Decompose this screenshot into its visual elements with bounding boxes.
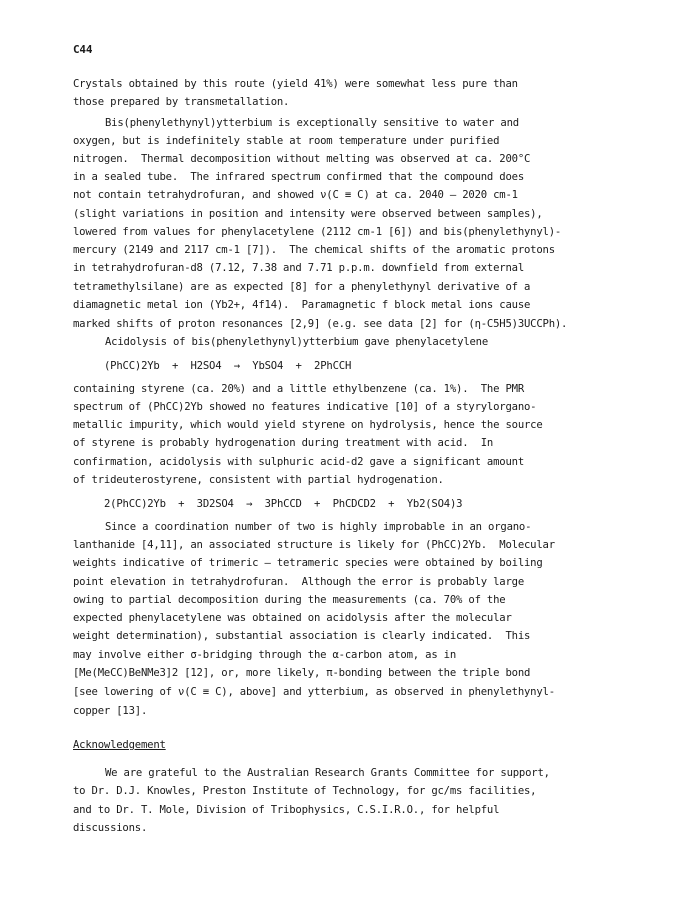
text-line: marked shifts of proton resonances [2,9] (e.g. see data [2] for (η-C5H5)3UCCPh). xyxy=(73,318,568,330)
acknowledgement-line: to Dr. D.J. Knowles, Preston Institute of Technology, for gc/ms facilities, xyxy=(73,785,537,797)
text-line: [see lowering of ν(C ≡ C), above] and ytterbium, as observed in phenylethynyl- xyxy=(73,686,555,698)
equation-1: (PhCC)2Yb + H2SO4 → YbSO4 + 2PhCCH xyxy=(104,360,352,372)
text-line: not contain tetrahydrofuran, and showed ν(C ≡ C) at ca. 2040 – 2020 cm-1 xyxy=(73,189,518,201)
equation-2: 2(PhCC)2Yb + 3D2SO4 → 3PhCCD + PhCDCD2 + Yb2(SO4)3 xyxy=(104,498,463,510)
text-line: in a sealed tube. The infrared spectrum confirmed that the compound does xyxy=(73,171,524,183)
text-line: [Me(MeCC)BeNMe3]2 [12], or, more likely, π-bonding between the triple bond xyxy=(73,667,531,679)
text-line: in tetrahydrofuran-d8 (7.12, 7.38 and 7.71 p.p.m. downfield from external xyxy=(73,262,524,274)
text-line: Bis(phenylethynyl)ytterbium is exceptionally sensitive to water and xyxy=(105,117,519,129)
text-line: weights indicative of trimeric — tetrameric species were obtained by boiling xyxy=(73,557,543,569)
text-line: (slight variations in position and intensity were observed between samples), xyxy=(73,208,543,220)
text-line: those prepared by transmetallation. xyxy=(73,96,290,108)
text-line: copper [13]. xyxy=(73,705,148,717)
acknowledgement-line: and to Dr. T. Mole, Division of Tribophysics, C.S.I.R.O., for helpful xyxy=(73,804,500,816)
text-line: metallic impurity, which would yield styrene on hydrolysis, hence the source xyxy=(73,419,543,431)
text-line: lanthanide [4,11], an associated structure is likely for (PhCC)2Yb. Molecular xyxy=(73,539,555,551)
text-line: owing to partial decomposition during the measurements (ca. 70% of the xyxy=(73,594,506,606)
acknowledgement-heading: Acknowledgement xyxy=(73,739,166,751)
text-line: Acidolysis of bis(phenylethynyl)ytterbium gave phenylacetylene xyxy=(105,336,489,348)
acknowledgement-line: discussions. xyxy=(73,822,148,834)
text-line: containing styrene (ca. 20%) and a little ethylbenzene (ca. 1%). The PMR xyxy=(73,383,524,395)
text-line: may involve either σ-bridging through the α-carbon atom, as in xyxy=(73,649,457,661)
text-line: oxygen, but is indefinitely stable at room temperature under purified xyxy=(73,135,500,147)
text-line: expected phenylacetylene was obtained on acidolysis after the molecular xyxy=(73,612,512,624)
text-line: weight determination), substantial association is clearly indicated. This xyxy=(73,630,531,642)
text-line: lowered from values for phenylacetylene (2112 cm-1 [6]) and bis(phenylethynyl)- xyxy=(73,226,562,238)
text-line: diamagnetic metal ion (Yb2+, 4f14). Paramagnetic f block metal ions cause xyxy=(73,299,531,311)
text-line: mercury (2149 and 2117 cm-1 [7]). The chemical shifts of the aromatic protons xyxy=(73,244,555,256)
text-line: spectrum of (PhCC)2Yb showed no features indicative [10] of a styrylorgano- xyxy=(73,401,537,413)
text-line: Crystals obtained by this route (yield 41%) were somewhat less pure than xyxy=(73,78,518,90)
text-line: of trideuterostyrene, consistent with partial hydrogenation. xyxy=(73,474,444,486)
text-line: confirmation, acidolysis with sulphuric acid-d2 gave a significant amount xyxy=(73,456,524,468)
text-line: of styrene is probably hydrogenation during treatment with acid. In xyxy=(73,437,494,449)
acknowledgement-line: We are grateful to the Australian Research Grants Committee for support, xyxy=(105,767,550,779)
text-line: point elevation in tetrahydrofuran. Although the error is probably large xyxy=(73,576,524,588)
text-line: Since a coordination number of two is highly improbable in an organo- xyxy=(105,521,532,533)
text-line: tetramethylsilane) are as expected [8] for a phenylethynyl derivative of a xyxy=(73,281,531,293)
text-line: nitrogen. Thermal decomposition without melting was observed at ca. 200°C xyxy=(73,153,531,165)
page-number: C44 xyxy=(73,43,93,56)
